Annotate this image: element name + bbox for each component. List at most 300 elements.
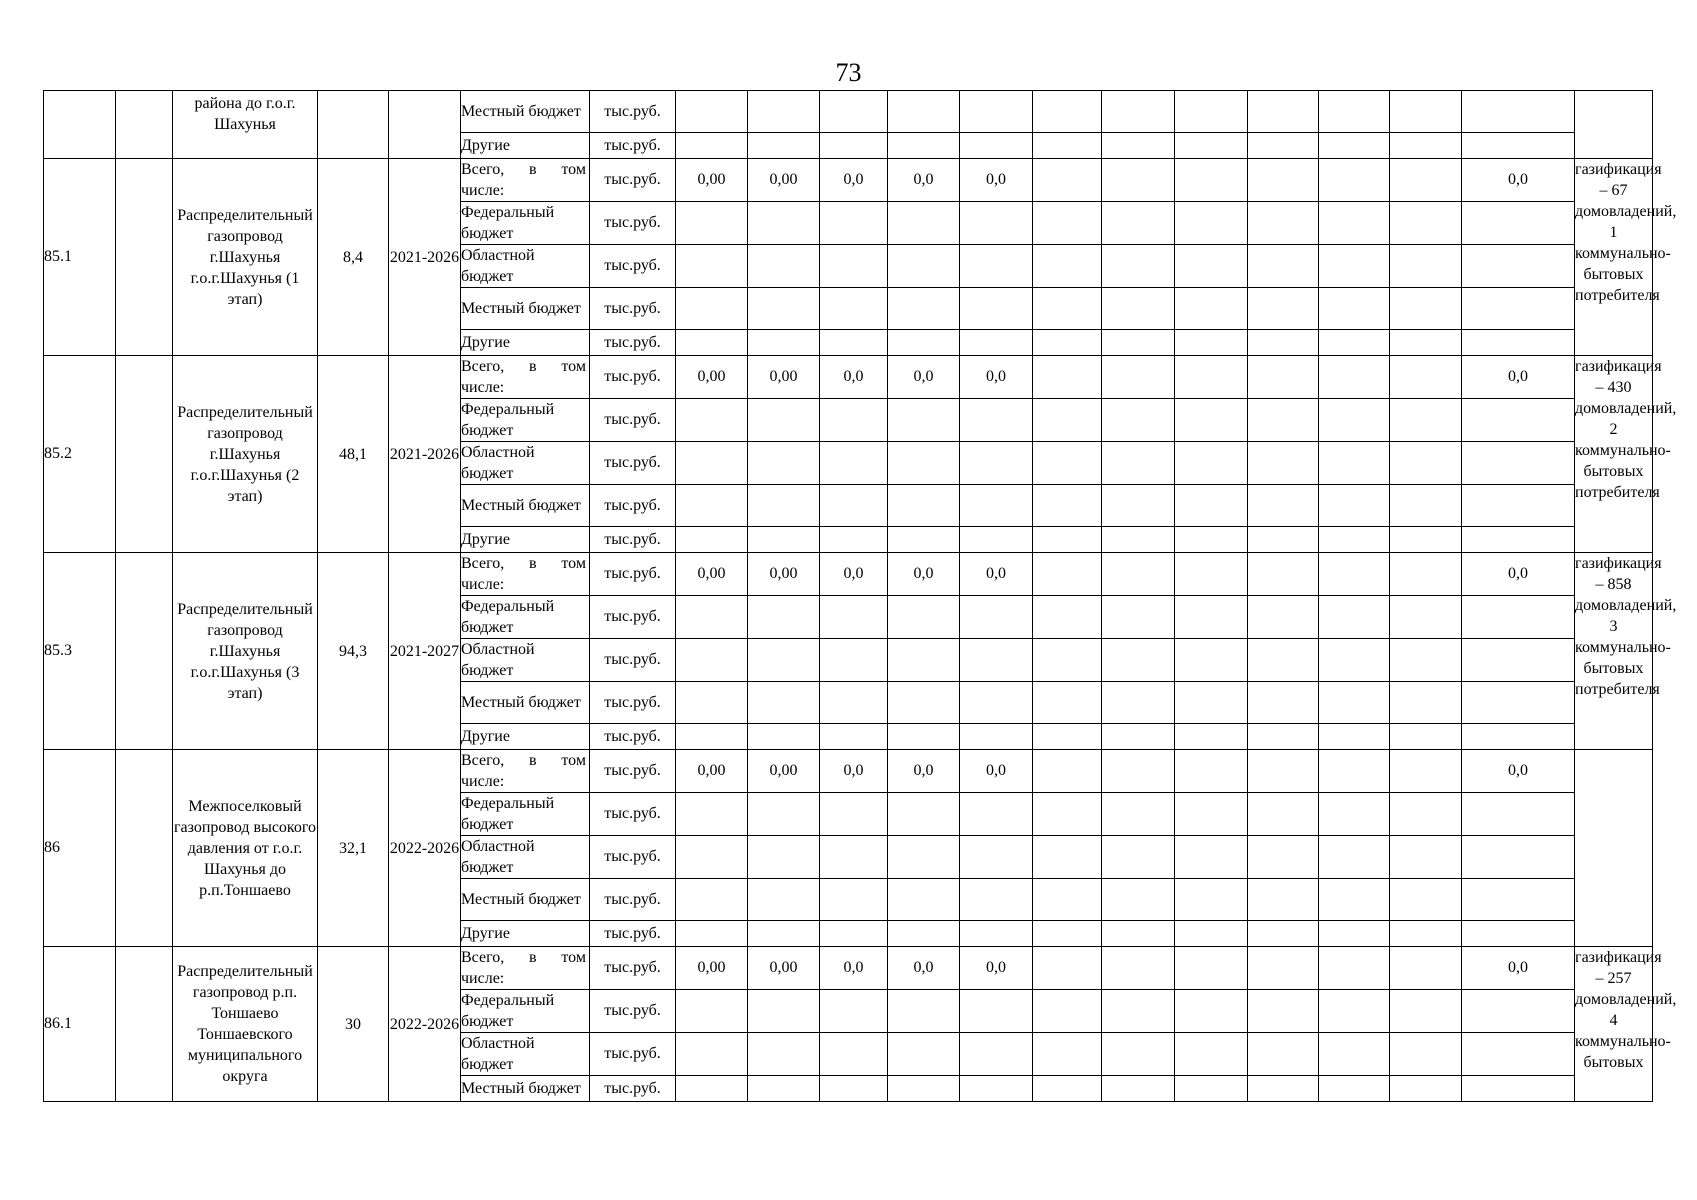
value-cell — [1102, 399, 1175, 442]
item-code-cell — [116, 356, 173, 553]
value-cell: 0,0 — [1462, 750, 1575, 793]
value-cell — [1248, 133, 1319, 159]
value-cell — [1390, 596, 1462, 639]
value-cell — [1248, 947, 1319, 990]
value-cell — [748, 639, 820, 682]
item-period-cell: 2021-2026 — [389, 159, 461, 356]
value-cell — [1248, 1033, 1319, 1076]
value-cell: 0,0 — [1462, 947, 1575, 990]
value-cell — [960, 91, 1033, 133]
unit-cell: тыс.руб. — [590, 202, 676, 245]
value-cell — [676, 442, 748, 485]
value-cell — [1102, 990, 1175, 1033]
value-cell — [1175, 596, 1248, 639]
value-cell — [1175, 836, 1248, 879]
value-cell — [1462, 596, 1575, 639]
value-cell — [748, 202, 820, 245]
value-cell — [1390, 1033, 1462, 1076]
value-cell — [1462, 639, 1575, 682]
value-cell — [1175, 485, 1248, 527]
value-cell — [888, 990, 960, 1033]
item-period-cell: 2021-2026 — [389, 356, 461, 553]
value-cell — [888, 133, 960, 159]
value-cell — [1033, 202, 1102, 245]
value-cell — [1462, 245, 1575, 288]
value-cell — [1248, 793, 1319, 836]
note-cell: газификация – 257 домовладений, 4 коммунально-бытовых — [1575, 947, 1653, 1102]
value-cell — [960, 921, 1033, 947]
value-cell — [748, 91, 820, 133]
value-cell — [1390, 245, 1462, 288]
value-cell — [1390, 553, 1462, 596]
value-cell — [888, 639, 960, 682]
value-cell — [1175, 442, 1248, 485]
item-code-cell — [116, 947, 173, 1102]
unit-cell: тыс.руб. — [590, 1076, 676, 1102]
item-number-cell — [44, 91, 116, 159]
value-cell — [1248, 836, 1319, 879]
item-number-cell: 85.1 — [44, 159, 116, 356]
unit-cell: тыс.руб. — [590, 133, 676, 159]
value-cell: 0,0 — [960, 750, 1033, 793]
value-cell — [1390, 202, 1462, 245]
value-cell — [1033, 947, 1102, 990]
value-cell — [1102, 288, 1175, 330]
value-cell — [1175, 527, 1248, 553]
value-cell — [820, 288, 888, 330]
value-cell — [960, 682, 1033, 724]
value-cell — [1462, 793, 1575, 836]
value-cell: 0,0 — [888, 159, 960, 202]
item-period-cell — [389, 91, 461, 159]
value-cell — [676, 596, 748, 639]
table-body — [44, 91, 1677, 1102]
item-period-cell: 2022-2026 — [389, 750, 461, 947]
value-cell — [748, 724, 820, 750]
value-cell — [676, 485, 748, 527]
value-cell — [1175, 947, 1248, 990]
value-cell — [1102, 91, 1175, 133]
value-cell — [1175, 553, 1248, 596]
value-cell — [1319, 202, 1390, 245]
value-cell — [1175, 879, 1248, 921]
value-cell — [1102, 682, 1175, 724]
value-cell — [1390, 133, 1462, 159]
value-cell — [748, 288, 820, 330]
funding-source-cell: Местный бюджет — [461, 682, 590, 724]
value-cell — [1319, 245, 1390, 288]
value-cell — [1248, 553, 1319, 596]
value-cell — [1175, 750, 1248, 793]
value-cell — [1102, 836, 1175, 879]
value-cell: 0,00 — [748, 553, 820, 596]
value-cell — [1175, 202, 1248, 245]
value-cell — [748, 485, 820, 527]
value-cell: 0,00 — [676, 947, 748, 990]
table-row — [44, 159, 1653, 202]
value-cell — [1390, 91, 1462, 133]
unit-cell: тыс.руб. — [590, 793, 676, 836]
value-cell — [960, 245, 1033, 288]
value-cell — [820, 1076, 888, 1102]
value-cell — [1033, 399, 1102, 442]
item-name-cell: Распределительный газопровод г.Шахунья г.о.г.Шахунья (1 этап) — [173, 159, 318, 356]
value-cell — [1175, 990, 1248, 1033]
item-period-cell: 2021-2027 — [389, 553, 461, 750]
value-cell — [1462, 485, 1575, 527]
value-cell — [1319, 793, 1390, 836]
value-cell — [1033, 921, 1102, 947]
value-cell — [1102, 202, 1175, 245]
value-cell — [1175, 682, 1248, 724]
value-cell — [1033, 527, 1102, 553]
value-cell — [1390, 442, 1462, 485]
value-cell — [748, 682, 820, 724]
value-cell — [1102, 356, 1175, 399]
page-number: 73 — [835, 58, 862, 87]
investment-program-table — [43, 90, 1677, 1102]
unit-cell: тыс.руб. — [590, 947, 676, 990]
value-cell: 0,0 — [888, 947, 960, 990]
value-cell: 0,0 — [960, 159, 1033, 202]
value-cell — [1248, 245, 1319, 288]
funding-source-cell: Федеральный бюджет — [461, 596, 590, 639]
item-length-cell: 30 — [318, 947, 389, 1102]
item-length-cell: 94,3 — [318, 553, 389, 750]
value-cell — [748, 442, 820, 485]
unit-cell: тыс.руб. — [590, 682, 676, 724]
funding-source-cell: Всего, в том числе: — [461, 750, 590, 793]
value-cell — [820, 1033, 888, 1076]
value-cell — [676, 330, 748, 356]
value-cell — [820, 330, 888, 356]
value-cell — [1033, 1033, 1102, 1076]
unit-cell: тыс.руб. — [590, 330, 676, 356]
value-cell — [1390, 836, 1462, 879]
value-cell — [1102, 442, 1175, 485]
value-cell — [888, 527, 960, 553]
value-cell — [888, 399, 960, 442]
value-cell — [1033, 639, 1102, 682]
funding-source-cell: Другие — [461, 724, 590, 750]
unit-cell: тыс.руб. — [590, 527, 676, 553]
item-name-cell: района до г.о.г. Шахунья — [173, 91, 318, 159]
value-cell: 0,0 — [820, 750, 888, 793]
value-cell — [1102, 485, 1175, 527]
value-cell — [1175, 356, 1248, 399]
value-cell — [1175, 1076, 1248, 1102]
value-cell — [1175, 133, 1248, 159]
funding-source-cell: Всего, в том числе: — [461, 553, 590, 596]
value-cell — [676, 836, 748, 879]
value-cell — [820, 639, 888, 682]
value-cell — [1390, 356, 1462, 399]
value-cell: 0,0 — [960, 356, 1033, 399]
value-cell — [1248, 724, 1319, 750]
value-cell — [888, 682, 960, 724]
value-cell — [1462, 990, 1575, 1033]
funding-source-cell: Федеральный бюджет — [461, 399, 590, 442]
value-cell — [1248, 682, 1319, 724]
unit-cell: тыс.руб. — [590, 750, 676, 793]
note-cell — [1575, 91, 1653, 159]
value-cell — [1033, 990, 1102, 1033]
value-cell — [676, 1033, 748, 1076]
value-cell — [960, 1076, 1033, 1102]
value-cell — [1319, 921, 1390, 947]
unit-cell: тыс.руб. — [590, 836, 676, 879]
funding-source-cell: Областной бюджет — [461, 442, 590, 485]
value-cell — [1319, 639, 1390, 682]
value-cell — [1390, 485, 1462, 527]
value-cell — [1033, 682, 1102, 724]
unit-cell: тыс.руб. — [590, 921, 676, 947]
value-cell — [1319, 596, 1390, 639]
value-cell — [888, 288, 960, 330]
value-cell — [1319, 682, 1390, 724]
value-cell — [1390, 288, 1462, 330]
value-cell — [888, 724, 960, 750]
value-cell — [1248, 750, 1319, 793]
value-cell — [1319, 553, 1390, 596]
value-cell — [888, 202, 960, 245]
value-cell — [676, 639, 748, 682]
value-cell — [1462, 836, 1575, 879]
value-cell — [888, 442, 960, 485]
unit-cell: тыс.руб. — [590, 879, 676, 921]
value-cell — [888, 596, 960, 639]
value-cell — [1033, 133, 1102, 159]
value-cell — [1390, 527, 1462, 553]
value-cell — [1248, 442, 1319, 485]
value-cell — [676, 990, 748, 1033]
value-cell — [888, 1033, 960, 1076]
value-cell — [1033, 750, 1102, 793]
value-cell — [1462, 133, 1575, 159]
note-cell: газификация – 67 домовладений, 1 коммунально-бытовых потребителя — [1575, 159, 1653, 356]
value-cell — [1033, 356, 1102, 399]
value-cell — [1319, 288, 1390, 330]
value-cell — [960, 596, 1033, 639]
value-cell — [676, 682, 748, 724]
value-cell — [1102, 879, 1175, 921]
value-cell: 0,00 — [748, 750, 820, 793]
value-cell — [960, 639, 1033, 682]
value-cell — [748, 1033, 820, 1076]
value-cell — [888, 921, 960, 947]
unit-cell: тыс.руб. — [590, 724, 676, 750]
value-cell — [1175, 639, 1248, 682]
table-row — [44, 91, 1653, 133]
funding-source-cell: Другие — [461, 133, 590, 159]
value-cell — [1175, 793, 1248, 836]
value-cell: 0,0 — [960, 947, 1033, 990]
unit-cell: тыс.руб. — [590, 639, 676, 682]
value-cell — [820, 485, 888, 527]
value-cell — [1390, 159, 1462, 202]
value-cell — [1102, 596, 1175, 639]
value-cell: 0,00 — [676, 553, 748, 596]
value-cell — [820, 91, 888, 133]
value-cell — [748, 596, 820, 639]
value-cell — [1319, 750, 1390, 793]
value-cell — [1462, 682, 1575, 724]
value-cell — [1462, 527, 1575, 553]
value-cell — [1462, 91, 1575, 133]
funding-source-cell: Областной бюджет — [461, 1033, 590, 1076]
value-cell: 0,00 — [748, 159, 820, 202]
value-cell — [1175, 724, 1248, 750]
value-cell — [1390, 990, 1462, 1033]
value-cell — [676, 724, 748, 750]
value-cell — [888, 330, 960, 356]
value-cell — [676, 527, 748, 553]
value-cell — [1102, 159, 1175, 202]
value-cell — [820, 793, 888, 836]
value-cell — [1462, 202, 1575, 245]
value-cell — [1033, 1076, 1102, 1102]
value-cell — [1462, 442, 1575, 485]
value-cell — [1462, 879, 1575, 921]
value-cell — [748, 330, 820, 356]
value-cell — [1033, 245, 1102, 288]
value-cell — [1390, 724, 1462, 750]
funding-source-cell: Местный бюджет — [461, 1076, 590, 1102]
value-cell — [1319, 133, 1390, 159]
item-number-cell: 85.3 — [44, 553, 116, 750]
value-cell — [820, 990, 888, 1033]
value-cell — [1390, 682, 1462, 724]
value-cell — [960, 442, 1033, 485]
value-cell: 0,00 — [676, 159, 748, 202]
item-name-cell: Межпоселковый газопровод высокого давления от г.о.г. Шахунья до р.п.Тоншаево — [173, 750, 318, 947]
table-row — [44, 553, 1653, 596]
value-cell: 0,0 — [820, 947, 888, 990]
funding-source-cell: Другие — [461, 921, 590, 947]
value-cell — [1033, 330, 1102, 356]
value-cell — [748, 1076, 820, 1102]
value-cell — [1390, 947, 1462, 990]
funding-source-cell: Федеральный бюджет — [461, 990, 590, 1033]
value-cell — [1033, 793, 1102, 836]
value-cell — [1175, 1033, 1248, 1076]
funding-source-cell: Областной бюджет — [461, 639, 590, 682]
item-length-cell: 8,4 — [318, 159, 389, 356]
value-cell — [1033, 91, 1102, 133]
value-cell — [1319, 356, 1390, 399]
value-cell — [748, 879, 820, 921]
value-cell — [676, 288, 748, 330]
value-cell — [1248, 399, 1319, 442]
unit-cell: тыс.руб. — [590, 288, 676, 330]
value-cell — [1248, 288, 1319, 330]
value-cell — [1248, 485, 1319, 527]
value-cell: 0,00 — [676, 356, 748, 399]
value-cell — [820, 596, 888, 639]
value-cell — [1390, 750, 1462, 793]
value-cell — [1390, 330, 1462, 356]
value-cell — [1033, 553, 1102, 596]
value-cell: 0,00 — [676, 750, 748, 793]
value-cell — [1102, 133, 1175, 159]
value-cell — [1102, 947, 1175, 990]
value-cell — [1102, 245, 1175, 288]
funding-source-cell: Федеральный бюджет — [461, 793, 590, 836]
value-cell — [888, 91, 960, 133]
value-cell — [1033, 836, 1102, 879]
value-cell — [1175, 91, 1248, 133]
funding-source-cell: Федеральный бюджет — [461, 202, 590, 245]
value-cell — [1248, 879, 1319, 921]
value-cell — [1248, 159, 1319, 202]
value-cell — [820, 399, 888, 442]
item-code-cell — [116, 750, 173, 947]
value-cell — [1462, 724, 1575, 750]
value-cell — [1319, 836, 1390, 879]
value-cell — [820, 921, 888, 947]
value-cell: 0,00 — [748, 356, 820, 399]
value-cell: 0,0 — [888, 356, 960, 399]
value-cell — [960, 990, 1033, 1033]
value-cell — [1102, 527, 1175, 553]
value-cell — [820, 879, 888, 921]
funding-source-cell: Всего, в том числе: — [461, 947, 590, 990]
value-cell — [1319, 330, 1390, 356]
value-cell — [1319, 485, 1390, 527]
item-length-cell — [318, 91, 389, 159]
value-cell — [1319, 527, 1390, 553]
value-cell — [748, 245, 820, 288]
value-cell — [1102, 639, 1175, 682]
item-code-cell — [116, 553, 173, 750]
unit-cell: тыс.руб. — [590, 596, 676, 639]
value-cell — [1462, 288, 1575, 330]
value-cell — [1248, 639, 1319, 682]
funding-source-cell: Местный бюджет — [461, 91, 590, 133]
value-cell — [960, 527, 1033, 553]
value-cell — [676, 1076, 748, 1102]
value-cell — [748, 836, 820, 879]
value-cell — [1175, 399, 1248, 442]
value-cell — [1175, 330, 1248, 356]
funding-source-cell: Другие — [461, 527, 590, 553]
value-cell — [676, 91, 748, 133]
unit-cell: тыс.руб. — [590, 1033, 676, 1076]
value-cell — [960, 1033, 1033, 1076]
value-cell — [888, 485, 960, 527]
value-cell: 0,0 — [1462, 159, 1575, 202]
value-cell — [1319, 159, 1390, 202]
note-cell — [1575, 750, 1653, 947]
value-cell — [1462, 1033, 1575, 1076]
value-cell — [820, 202, 888, 245]
value-cell — [1319, 990, 1390, 1033]
note-cell: газификация – 858 домовладений, 3 коммунально-бытовых потребителя — [1575, 553, 1653, 750]
value-cell — [820, 836, 888, 879]
value-cell — [888, 1076, 960, 1102]
value-cell — [820, 133, 888, 159]
value-cell — [1175, 921, 1248, 947]
note-cell: газификация – 430 домовладений, 2 коммунально-бытовых потребителя — [1575, 356, 1653, 553]
value-cell — [1248, 990, 1319, 1033]
value-cell — [1248, 356, 1319, 399]
unit-cell: тыс.руб. — [590, 399, 676, 442]
value-cell — [1319, 947, 1390, 990]
item-name-cell: Распределительный газопровод г.Шахунья г.о.г.Шахунья (2 этап) — [173, 356, 318, 553]
item-length-cell: 32,1 — [318, 750, 389, 947]
unit-cell: тыс.руб. — [590, 553, 676, 596]
unit-cell: тыс.руб. — [590, 159, 676, 202]
